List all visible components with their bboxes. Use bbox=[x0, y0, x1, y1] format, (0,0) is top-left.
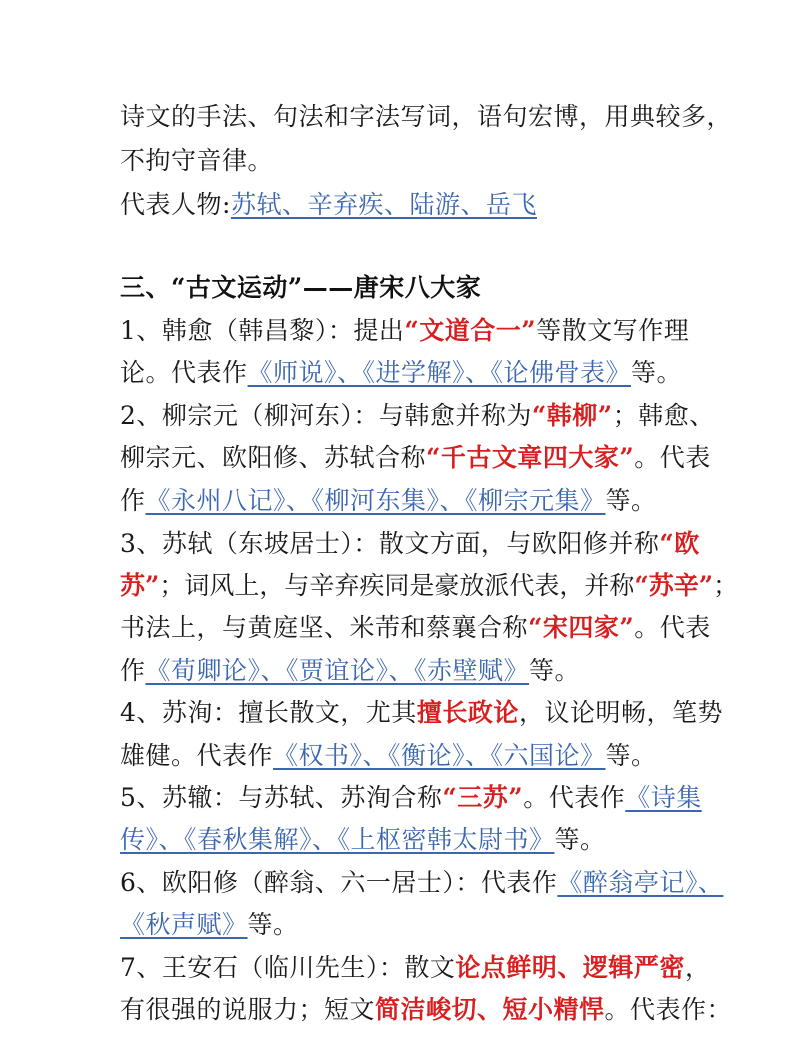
su-shi-text-4: 书法上，与黄庭坚、米芾和蔡襄合称 bbox=[120, 613, 529, 642]
item-su-shi-line-4 bbox=[120, 651, 760, 691]
ouyang-text-1: 6、欧阳修（醉翁、六一居士）：代表作 bbox=[120, 868, 558, 897]
representatives-link[interactable]: 苏轼、辛弃疾、陆游、岳飞 bbox=[230, 190, 537, 219]
wang-text-4: 。代表作： bbox=[604, 995, 733, 1024]
su-zhe-works-link-a[interactable]: 《诗集 bbox=[625, 783, 702, 812]
representatives-label: 代表人物: bbox=[120, 190, 231, 219]
han-yu-text-2: 等散文写作理 bbox=[536, 316, 690, 345]
intro-line-1 bbox=[120, 97, 760, 137]
item-liu-line-3 bbox=[120, 481, 760, 521]
han-yu-text-1: 1、韩愈（韩昌黎）：提出 bbox=[120, 316, 405, 345]
ouyang-works-link-b[interactable]: 《秋声赋》 bbox=[120, 910, 248, 939]
wang-text-3: 有很强的说服力；短文 bbox=[120, 995, 376, 1024]
su-zhe-text-1: 5、苏辙：与苏轼、苏洵合称 bbox=[120, 783, 443, 812]
item-wang-line-1 bbox=[120, 948, 760, 988]
liu-emphasis-2: “千古文章四大家” bbox=[426, 443, 635, 472]
su-shi-text-6: 作 bbox=[120, 656, 146, 685]
wang-text-1: 7、王安石（临川先生）：散文 bbox=[120, 953, 456, 982]
liu-text-3: 柳宗元、欧阳修、苏轼合称 bbox=[120, 443, 427, 472]
section-heading-text: 三、“古文运动”——唐宋八大家 bbox=[120, 273, 482, 302]
su-xun-works-link[interactable]: 《权书》、《衡论》、《六国论》 bbox=[273, 741, 606, 770]
representatives-line bbox=[120, 185, 760, 225]
liu-text-1: 2、柳宗元（柳河东）：与韩愈并称为 bbox=[120, 401, 532, 430]
liu-text-6: 等。 bbox=[605, 486, 657, 515]
item-liu-line-2 bbox=[120, 438, 760, 478]
su-shi-works-link[interactable]: 《荀卿论》、《贾谊论》、《赤壁赋》 bbox=[145, 656, 530, 685]
intro-text-1: 诗文的手法、句法和字法写词，语句宏博，用典较多， bbox=[120, 102, 733, 131]
han-yu-emphasis: “文道合一” bbox=[404, 316, 537, 345]
item-wang-line-2 bbox=[120, 990, 760, 1030]
liu-emphasis-1: “韩柳” bbox=[531, 401, 613, 430]
su-zhe-emphasis: “三苏” bbox=[442, 783, 524, 812]
su-xun-text-2: ，议论明畅，笔势 bbox=[518, 698, 723, 727]
su-xun-text-3: 雄健。代表作 bbox=[120, 741, 274, 770]
wang-emphasis-2: 简洁峻切、短小精悍 bbox=[375, 995, 605, 1024]
ouyang-text-2: 等。 bbox=[247, 910, 299, 939]
su-shi-emphasis-3: “宋四家” bbox=[528, 613, 635, 642]
han-yu-text-4: 等。 bbox=[631, 358, 683, 387]
su-shi-text-5: 。代表 bbox=[634, 613, 711, 642]
section-heading bbox=[120, 268, 760, 308]
su-shi-emphasis-1b: 苏” bbox=[120, 571, 160, 600]
su-shi-text-1: 3、苏轼（东坡居士）：散文方面，与欧阳修并称 bbox=[120, 529, 660, 558]
item-liu-line-1 bbox=[120, 396, 760, 436]
item-ouyang-line-1 bbox=[120, 863, 760, 903]
su-xun-emphasis: 擅长政论 bbox=[416, 698, 519, 727]
wang-text-2: ， bbox=[684, 953, 711, 982]
item-su-shi-line-2 bbox=[120, 566, 760, 606]
ouyang-works-link-a[interactable]: 《醉翁亭记》、 bbox=[557, 868, 724, 897]
su-shi-text-3: ； bbox=[713, 571, 739, 600]
su-zhe-text-3: 等。 bbox=[554, 825, 606, 854]
item-ouyang-line-2 bbox=[120, 905, 760, 945]
item-han-yu-line-2 bbox=[120, 353, 760, 393]
item-su-xun-line-2 bbox=[120, 736, 760, 776]
liu-text-5: 作 bbox=[120, 486, 146, 515]
item-su-zhe-line-2 bbox=[120, 820, 760, 860]
liu-works-link[interactable]: 《永州八记》、《柳河东集》、《柳宗元集》 bbox=[145, 486, 606, 515]
liu-text-2: ；韩愈、 bbox=[612, 401, 715, 430]
intro-line-2 bbox=[120, 141, 760, 181]
item-su-shi-line-1 bbox=[120, 524, 760, 564]
intro-text-2: 不拘守音律。 bbox=[120, 146, 274, 175]
han-yu-works-link[interactable]: 《师说》、《进学解》、《论佛骨表》 bbox=[247, 358, 632, 387]
su-xun-text-1: 4、苏洵：擅长散文，尤其 bbox=[120, 698, 417, 727]
su-shi-emphasis-2: “苏辛” bbox=[634, 571, 714, 600]
su-shi-text-7: 等。 bbox=[529, 656, 581, 685]
item-su-shi-line-3 bbox=[120, 608, 760, 648]
han-yu-text-3: 论。代表作 bbox=[120, 358, 248, 387]
liu-text-4: 。代表 bbox=[634, 443, 711, 472]
su-zhe-works-link-b[interactable]: 传》、《春秋集解》、《上枢密韩太尉书》 bbox=[120, 825, 555, 854]
su-shi-text-2: ；词风上，与辛弃疾同是豪放派代表，并称 bbox=[159, 571, 635, 600]
su-shi-emphasis-1a: “欧 bbox=[659, 529, 700, 558]
su-zhe-text-2: 。代表作 bbox=[523, 783, 626, 812]
item-su-xun-line-1 bbox=[120, 693, 760, 733]
item-su-zhe-line-1 bbox=[120, 778, 760, 818]
su-xun-text-4: 等。 bbox=[605, 741, 657, 770]
wang-emphasis-1: 论点鲜明、逻辑严密 bbox=[455, 953, 685, 982]
item-han-yu-line-1 bbox=[120, 311, 760, 351]
